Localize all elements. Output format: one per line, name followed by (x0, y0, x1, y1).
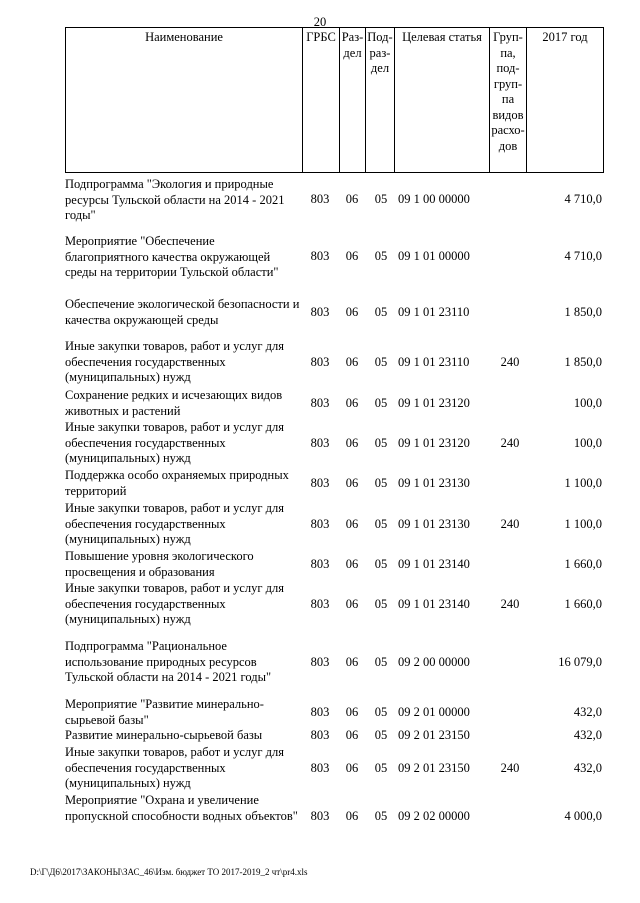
row-tselevaya: 09 1 01 23140 (398, 597, 470, 611)
page-number: 20 (313, 15, 327, 29)
row-vid: 240 (500, 761, 520, 775)
row-razdel: 06 (345, 305, 359, 319)
row-name: Поддержка особо охраняемых природных территорий (65, 468, 289, 498)
row-podrazdel: 05 (374, 728, 388, 742)
row-vid: 240 (500, 597, 520, 611)
row-razdel: 06 (345, 809, 359, 823)
table-header (65, 27, 604, 173)
file-path-footer: D:\Г\Д6\2017\ЗАКОНЫ\ЗАС_46\Изм. бюджет ТО 2017-2019_2 чт\pr4.xls (30, 867, 308, 877)
row-grbs: 803 (310, 476, 330, 490)
row-tselevaya: 09 1 01 23120 (398, 436, 470, 450)
header-razdel: Раз- дел (340, 28, 366, 173)
row-vid: 240 (500, 355, 520, 369)
row-name: Мероприятие "Обеспечение благоприятного качества окружающей среды на территории Тульской области" (65, 234, 279, 279)
row-razdel: 06 (345, 761, 359, 775)
row-podrazdel: 05 (374, 517, 388, 531)
row-name: Мероприятие "Развитие минерально-сырьевой базы" (65, 697, 264, 727)
row-tselevaya: 09 1 01 23130 (398, 517, 470, 531)
row-podrazdel: 05 (374, 436, 388, 450)
row-podrazdel: 05 (374, 192, 388, 206)
row-name: Подпрограмма "Экология и природные ресурсы Тульской области на 2014 - 2021 годы" (65, 177, 285, 222)
row-tselevaya: 09 1 01 23120 (398, 396, 470, 410)
header-year: 2017 год (527, 28, 604, 173)
row-sum: 432,0 (573, 761, 602, 775)
row-grbs: 803 (310, 192, 330, 206)
row-grbs: 803 (310, 249, 330, 263)
row-razdel: 06 (345, 597, 359, 611)
row-razdel: 06 (345, 192, 359, 206)
row-razdel: 06 (345, 396, 359, 410)
row-sum: 4 000,0 (564, 809, 602, 823)
row-sum: 1 660,0 (564, 557, 602, 571)
row-razdel: 06 (345, 705, 359, 719)
row-podrazdel: 05 (374, 355, 388, 369)
row-podrazdel: 05 (374, 476, 388, 490)
row-razdel: 06 (345, 557, 359, 571)
row-sum: 432,0 (573, 705, 602, 719)
row-tselevaya: 09 1 00 00000 (398, 192, 470, 206)
row-grbs: 803 (310, 655, 330, 669)
row-tselevaya: 09 1 01 23130 (398, 476, 470, 490)
header-grbs: ГРБС (303, 28, 340, 173)
row-tselevaya: 09 2 00 00000 (398, 655, 470, 669)
row-tselevaya: 09 2 01 23150 (398, 761, 470, 775)
row-razdel: 06 (345, 517, 359, 531)
row-name: Иные закупки товаров, работ и услуг для обеспечения государственных (муниципальных) нужд (65, 339, 285, 384)
row-grbs: 803 (310, 355, 330, 369)
row-grbs: 803 (310, 809, 330, 823)
row-sum: 16 079,0 (558, 655, 602, 669)
header-name: Наименование (66, 28, 303, 173)
row-razdel: 06 (345, 249, 359, 263)
header-tselevaya-statya: Целевая статья (395, 28, 490, 173)
row-grbs: 803 (310, 396, 330, 410)
row-name: Мероприятие "Охрана и увеличение пропускной способности водных объектов" (65, 793, 298, 823)
row-grbs: 803 (310, 517, 330, 531)
row-grbs: 803 (310, 557, 330, 571)
row-name: Повышение уровня экологического просвещения и образования (65, 549, 254, 579)
row-sum: 1 100,0 (564, 517, 602, 531)
row-podrazdel: 05 (374, 655, 388, 669)
header-podrazdel: Под- раз- дел (366, 28, 395, 173)
row-name: Сохранение редких и исчезающих видов животных и растений (65, 388, 283, 418)
row-razdel: 06 (345, 476, 359, 490)
row-tselevaya: 09 1 01 23110 (398, 355, 470, 369)
row-razdel: 06 (345, 728, 359, 742)
row-podrazdel: 05 (374, 557, 388, 571)
row-name: Развитие минерально-сырьевой базы (65, 728, 263, 742)
row-sum: 1 850,0 (564, 355, 602, 369)
row-tselevaya: 09 2 02 00000 (398, 809, 470, 823)
row-razdel: 06 (345, 655, 359, 669)
row-podrazdel: 05 (374, 249, 388, 263)
row-sum: 1 850,0 (564, 305, 602, 319)
row-name: Иные закупки товаров, работ и услуг для обеспечения государственных (муниципальных) нужд (65, 501, 285, 546)
row-podrazdel: 05 (374, 305, 388, 319)
row-name: Иные закупки товаров, работ и услуг для обеспечения государственных (муниципальных) нужд (65, 420, 285, 465)
row-grbs: 803 (310, 305, 330, 319)
row-grbs: 803 (310, 705, 330, 719)
header-vid-rashodov: Груп- па, под- груп- па видов расхо- дов (490, 28, 527, 173)
row-tselevaya: 09 1 01 00000 (398, 249, 470, 263)
row-podrazdel: 05 (374, 761, 388, 775)
row-vid: 240 (500, 517, 520, 531)
row-razdel: 06 (345, 436, 359, 450)
row-grbs: 803 (310, 728, 330, 742)
row-sum: 100,0 (573, 436, 602, 450)
row-podrazdel: 05 (374, 396, 388, 410)
row-sum: 4 710,0 (564, 192, 602, 206)
row-grbs: 803 (310, 597, 330, 611)
row-podrazdel: 05 (374, 597, 388, 611)
row-name: Подпрограмма "Рациональное использование природных ресурсов Тульской области на 2014 - 2021 годы" (65, 639, 272, 684)
row-name: Иные закупки товаров, работ и услуг для обеспечения государственных (муниципальных) нужд (65, 581, 285, 626)
row-tselevaya: 09 2 01 23150 (398, 728, 470, 742)
row-sum: 100,0 (573, 396, 602, 410)
row-grbs: 803 (310, 761, 330, 775)
row-grbs: 803 (310, 436, 330, 450)
row-podrazdel: 05 (374, 705, 388, 719)
row-tselevaya: 09 1 01 23110 (398, 305, 470, 319)
row-razdel: 06 (345, 355, 359, 369)
row-vid: 240 (500, 436, 520, 450)
row-sum: 1 100,0 (564, 476, 602, 490)
row-tselevaya: 09 1 01 23140 (398, 557, 470, 571)
row-podrazdel: 05 (374, 809, 388, 823)
row-sum: 4 710,0 (564, 249, 602, 263)
row-sum: 1 660,0 (564, 597, 602, 611)
row-sum: 432,0 (573, 728, 602, 742)
row-tselevaya: 09 2 01 00000 (398, 705, 470, 719)
row-name: Обеспечение экологической безопасности и качества окружающей среды (65, 297, 300, 327)
row-name: Иные закупки товаров, работ и услуг для обеспечения государственных (муниципальных) нужд (65, 745, 285, 790)
